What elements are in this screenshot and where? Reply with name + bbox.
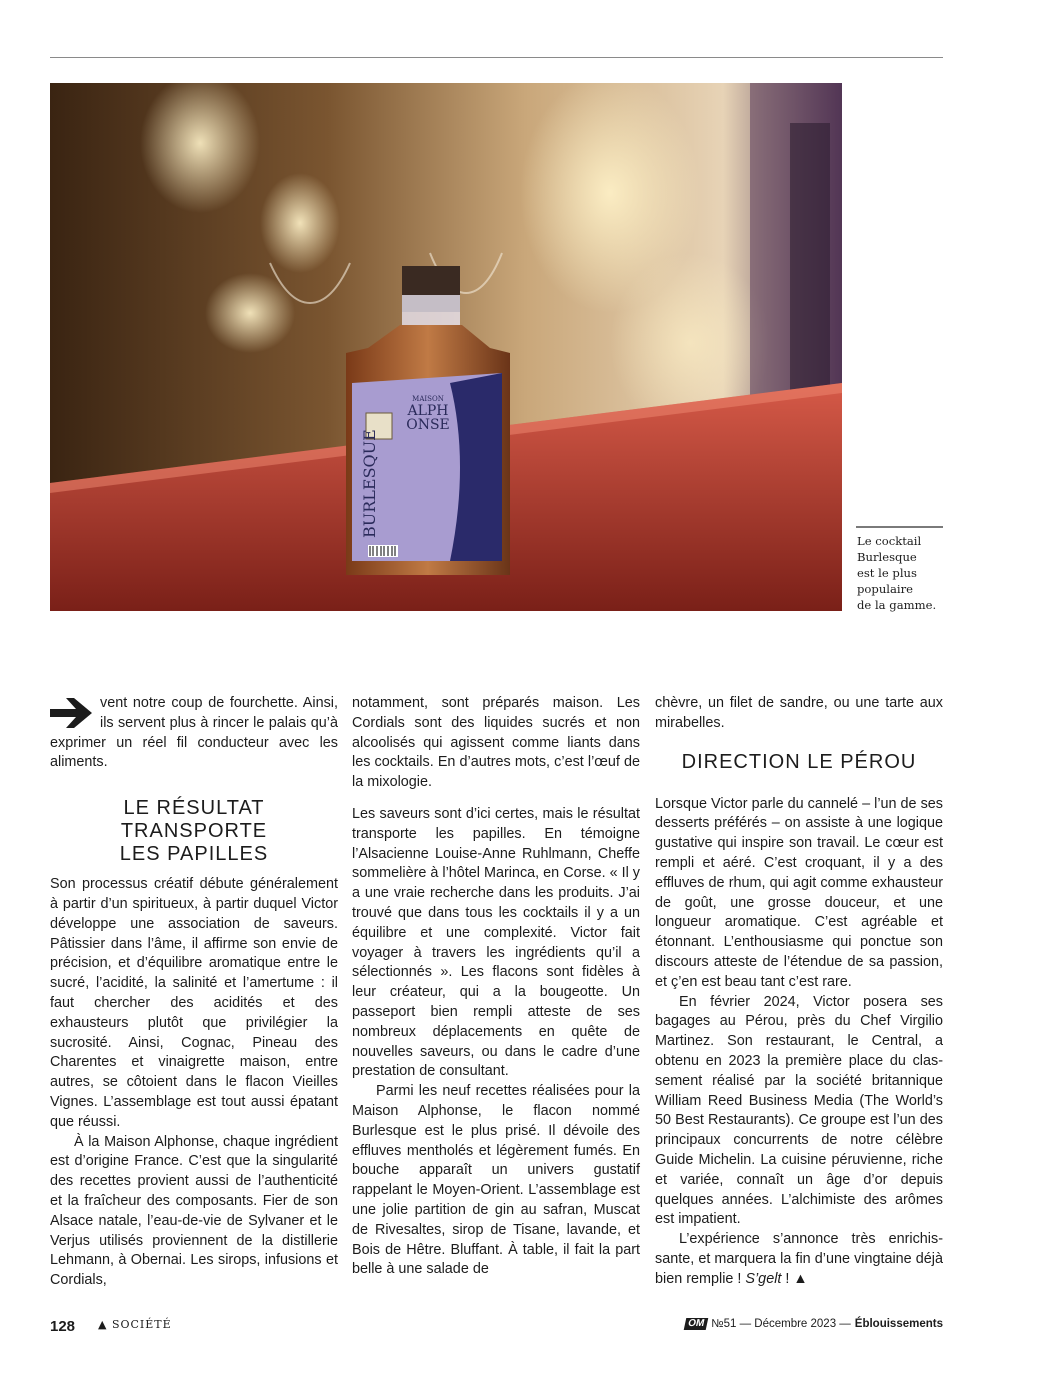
paragraph: L’expérience s’annonce très enrichissante, et marquera la fin d’une vingtaine déjà bien remplie ! S’gelt ! ▲	[655, 1231, 943, 1287]
label-brand-top: MAISON	[412, 395, 444, 403]
footer-issue	[685, 1318, 943, 1330]
caption-line: Burlesque	[857, 550, 917, 564]
photo-caption	[857, 533, 957, 613]
issue-info: №51 — Décembre 2023 —	[711, 1318, 851, 1330]
page-number: 128	[50, 1318, 76, 1335]
column-1	[50, 694, 338, 1291]
section-heading: LE RÉSULTAT TRANSPORTE LES PAPILLES	[119, 797, 269, 866]
paragraph: chèvre, un filet de sandre, ou une tarte aux mirabelles.	[655, 695, 943, 731]
caption-line: populaire	[857, 582, 914, 596]
magazine-name: Éblouissements	[854, 1318, 943, 1330]
cocktail-bottle-photo	[50, 83, 842, 611]
magazine-logo: OM	[684, 1318, 709, 1330]
caption-line: Le cocktail	[857, 534, 922, 548]
column-2	[352, 694, 640, 1280]
continuation-arrow-icon	[50, 696, 92, 730]
paragraph: Son processus créatif débute généralement à partir d’un spiritueux, à partir duquel Victor développe une association de saveurs. Pâtissier dans l’âme, il affirme son envie de précision, et d’équilibre aromatique entre le sucré, l’acidité, la salinité et l’amertume : il faut chercher des acidités et des exhausteurs plutôt que privilégier la sucrosité. Ainsi, Cognac, Pineau des Charentes et vinaigrette maison, entre autres, se côtoient dans le flacon Vieilles Vignes. L’assemblage est tout aussi épatant que réussi.	[50, 876, 338, 1130]
top-rule	[50, 57, 943, 58]
section-name: ▲ SOCIÉTÉ	[98, 1318, 172, 1331]
caption-line: est le plus	[857, 566, 917, 580]
label-product: BURLESQUE	[360, 429, 379, 538]
caption-rule	[856, 526, 943, 528]
paragraph: En février 2024, Victor posera ses bagages au Pérou, près du Chef Virgilio Martinez. Son restaurant, le Central, a obtenu en 2023 la première place du classement réalisé par la société britannique William Reed Business Media (The World’s 50 Best Restaurants). Ce groupe est l’un des principaux concurrents de notre célèbre Guide Michelin. La cuisine péruvienne, riche et variée, connaît un âge d’or depuis quelques années. L’alchimiste des arômes est impatient.	[655, 993, 943, 1228]
paragraph: À la Maison Alphonse, chaque ingrédient est d’origine France. C’est que la singularité des recettes provient aussi de l’authenticité et la fraîcheur des composants. Fier de son Alsace natale, l’eau-de-vie de Sylvaner et le Verjus utilisés proviennent de la distillerie Lehmann, à Obernai. Les sirops, infusions et Cordials,	[50, 1133, 338, 1289]
column-3	[655, 694, 943, 1290]
label-brand-line1: ALPH	[407, 403, 449, 419]
paragraph: Parmi les neuf recettes réalisées pour la Maison Alphonse, le flacon nommé Burlesque est le plus prisé. Il dévoile des effluves mentholés et légèrement fumés. En bouche apparaît un univers gustatif rappelant le Moyen-Orient. L’assemblage est une jolie partition de gin au safran, Muscat de Rivesaltes, sirop de Tisane, lavande, et Bois de Hêtre. Bluffant. À table, il fait la part belle à une salade de	[352, 1083, 640, 1278]
label-brand-line2: ONSE	[406, 417, 450, 433]
paragraph: Lorsque Victor parle du cannelé – l’un de ses desserts préférés – on assiste à une logique gustative qui inspire son travail. Le cœur est rempli et aéré. C’est croquant, il y a des effluves de rhum, qui agit comme exhausteur de goût, une grosse douceur, et une longueur aromatique. C’est agréable et étonnant. L’enthousiasme qui ponctue son discours atteste de l’étendue de sa passion, et ç’en est beau tant c’est rare.	[655, 795, 943, 990]
paragraph: Les saveurs sont d’ici certes, mais le résultat transporte les papilles. En témoigne l’Alsacienne Louise-Anne Ruhlmann, Cheffe sommelière à l’hôtel Marinca, en Corse. « Il y a une vraie recherche dans les produits. J’ai trouvé que dans tous les cocktails il y a un équilibre et une complexité. Victor fait voyager à travers les ingrédients qu’il a sélectionnés ». Les flacons sont fidèles à leur créateur, qui a la bougeotte. Un passeport bien rempli atteste de ses nombreux déplacements en quête de nouvelles saveurs, ou dans le cadre d’une prestation de consultant.	[352, 805, 640, 1080]
section-heading: DIRECTION LE PÉROU	[681, 750, 917, 773]
caption-line: de la gamme.	[857, 598, 937, 612]
paragraph: notamment, sont préparés maison. Les Cordials sont des liquides sucrés et non alcoolisés qui agissent comme liants dans les cocktails. En d’autres mots, c’est l’œuf de la mixologie.	[352, 695, 640, 791]
paragraph: vent notre coup de fourchette. Ainsi, ils servent plus à rincer le palais qu’à exprimer un réel fil conducteur avec les aliments.	[50, 695, 338, 771]
